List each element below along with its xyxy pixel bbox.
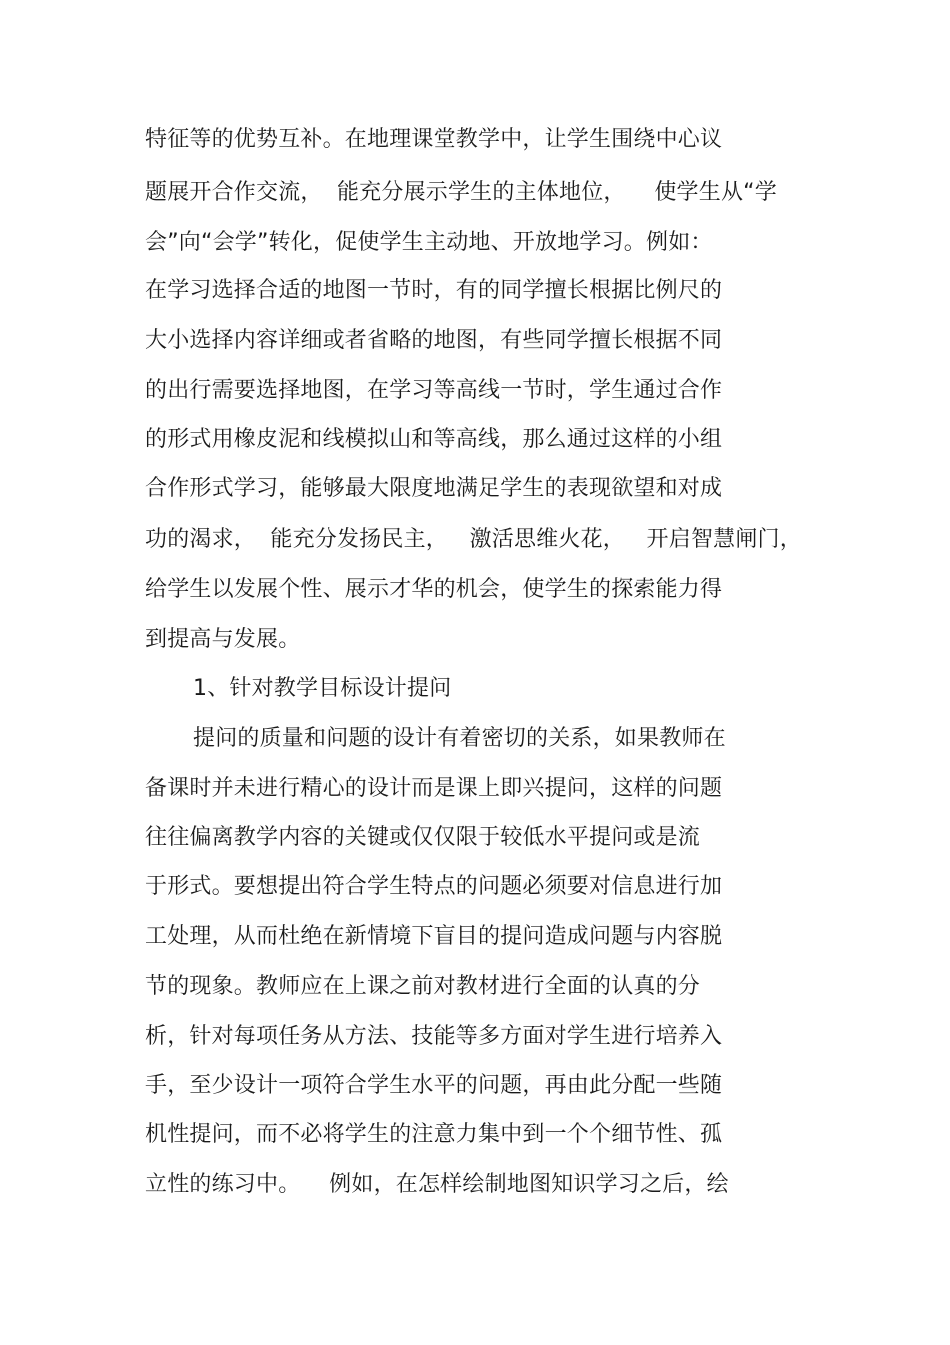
paragraph-line: 立性的练习中。 例如，在怎样绘制地图知识学习之后，绘 <box>145 1172 729 1197</box>
paragraph-line: 大小选择内容详细或者省略的地图，有些同学擅长根据不同 <box>145 328 723 353</box>
paragraph-line: 提问的质量和问题的设计有着密切的关系，如果教师在 <box>193 726 726 751</box>
paragraph-line: 手，至少设计一项符合学生水平的问题，再由此分配一些随 <box>145 1073 723 1098</box>
paragraph-line: 给学生以发展个性、展示才华的机会，使学生的探索能力得 <box>145 577 723 602</box>
paragraph-line: 机性提问，而不必将学生的注意力集中到一个个细节性、孤 <box>145 1122 723 1147</box>
paragraph-line: 往往偏离教学内容的关键或仅仅限于较低水平提问或是流 <box>145 825 701 850</box>
paragraph-line: 合作形式学习，能够最大限度地满足学生的表现欲望和对成 <box>145 476 723 501</box>
paragraph-line: 备课时并未进行精心的设计而是课上即兴提问，这样的问题 <box>145 776 723 801</box>
paragraph-line: 节的现象。教师应在上课之前对教材进行全面的认真的分 <box>145 974 701 999</box>
paragraph-line: 题展开合作交流， 能充分展示学生的主体地位， 使学生从“学 <box>145 180 777 205</box>
paragraph-line: 到提高与发展。 <box>145 627 301 652</box>
paragraph-line: 析，针对每项任务从方法、技能等多方面对学生进行培养入 <box>145 1024 723 1049</box>
section-heading: 1、针对教学目标设计提问 <box>193 676 452 701</box>
paragraph-line: 的出行需要选择地图，在学习等高线一节时，学生通过合作 <box>145 378 723 403</box>
paragraph-line: 工处理，从而杜绝在新情境下盲目的提问造成问题与内容脱 <box>145 924 723 949</box>
paragraph-line: 于形式。要想提出符合学生特点的问题必须要对信息进行加 <box>145 874 723 899</box>
paragraph-line: 在学习选择合适的地图一节时，有的同学擅长根据比例尺的 <box>145 278 723 303</box>
paragraph-line: 的形式用橡皮泥和线模拟山和等高线，那么通过这样的小组 <box>145 427 723 452</box>
paragraph-line: 功的渴求， 能充分发扬民主， 激活思维火花， 开启智慧闸门， <box>145 527 802 552</box>
paragraph-line: 会”向“会学”转化，促使学生主动地、开放地学习。例如： <box>145 230 713 255</box>
paragraph-line: 特征等的优势互补。在地理课堂教学中，让学生围绕中心议 <box>145 127 723 152</box>
